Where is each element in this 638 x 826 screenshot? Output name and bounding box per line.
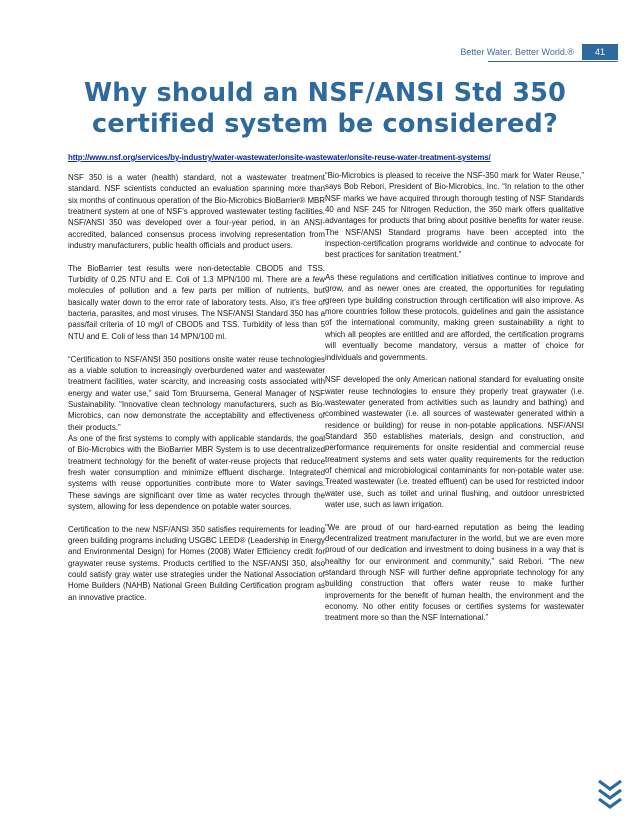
left-paragraph-3: “Certification to NSF/ANSI 350 positions onsite water reuse technologies as a viable solution to increasingly overburdened water and wastewater treatment facilities, water scarcity, and increasing costs associated with energy and water use,” said Tom Bruursema, General Manager of NSF Sustainability. “Innovative clean technology manufacturers, such as Bio-Microbics, can now demonstrate the acceptability and effectiveness of their products.” [68, 354, 325, 432]
right-paragraph-2: As these regulations and certification initiatives continue to improve and grow, and as newer ones are created, the opportunities for regulating green type building construction through certification will also improve. As more countries follow these protocols, guidelines and gain the assistance of the international community, making green sustainability a right to which all peoples are entitled and are afforded, the certification programs will eventually become mandatory, versus a matter of choice for individuals and governments. [325, 273, 584, 362]
left-paragraph-1: NSF 350 is a water (health) standard, not a wastewater treatment standard. NSF scientists conducted an evaluation spanning more than six months of continuous operation of the Bio-Microbics BioBarrier® MBR treatment system at one of NSF's approved wastewater testing facilities. NSF/ANSI 350 was developed over a four-year period, in an ANSI-accredited, balanced consensus process involving representation from industry manufacturers, public health officials and product users. [68, 173, 325, 251]
right-paragraph-1: “Bio-Microbics is pleased to receive the NSF-350 mark for Water Reuse,” says Bob Rebori, President of Bio-Microbics, Inc. “In relation to the other NSF marks we have acquired through thorough testing of NSF Standards 40 and NSF 245 for Nitrogen Reduction, the 350 mark offers qualitative advantages for products that bring about positive benefits for water reuse. The NSF/ANSI Standard programs have been accepted into the inspection-certification programs worldwide and continue to advocate for best practices for sanitation treatment.” [325, 171, 584, 260]
page-number: 41 [582, 44, 618, 60]
right-paragraph-4: "We are proud of our hard-earned reputation as being the leading decentralized treatment manufacturer in the world, but we are even more proud of our dedication and investment to doing business in a way that is healthy for our environment and community,” said Rebori. “The new standard through NSF will further define appropriate technology for any building construction that offers water reuse to make further improvements for the benefit of human health, the environment and the economy. No other entity focuses or certifies systems for wastewater treatment more so than the NSF International.” [325, 522, 584, 623]
article-title: Why should an NSF/ANSI Std 350 certified system be considered? [83, 78, 567, 139]
header-rule [488, 61, 618, 62]
chevron-down-icon [596, 778, 624, 812]
header-tagline: Better Water. Better World.® [460, 47, 574, 57]
left-paragraph-4: As one of the first systems to comply with applicable standards, the goal of Bio-Microbics with the BioBarrier MBR System is to use decentralized treatment technology for the benefit of water-reuse projects that reduce fresh water consumption and minimize effluent discharge. Integrated systems with reuse opportunities contribute more to Water savings. These savings are significant over time as water recycles through the system, allowing for less dependence on potable water sources. [68, 433, 325, 511]
left-column [68, 172, 325, 614]
source-link[interactable]: http://www.nsf.org/services/by-industry/water-wastewater/onsite-wastewater/onsite-reuse-water-treatment-systems/ [68, 153, 491, 162]
right-column [325, 170, 584, 635]
running-header [0, 44, 638, 64]
right-paragraph-3: NSF developed the only American national standard for evaluating onsite water reuse technologies to ensure they properly treat graywater (i.e. wastewater generated from activities such as laundry and bathing) and combined wastewater (i.e. all sources of wastewater generated within a residence or building) for reuse in non-potable applications. NSF/ANSI Standard 350 establishes materials, design and construction, and performance requirements for onsite residential and commercial reuse treatment systems and sets water quality requirements for the reduction of chemical and microbiological contaminants for non-potable water use. Treated wastewater (i.e. treated effluent) can be used for restricted indoor water use, such as toilet and urinal flushing, and outdoor unrestricted water use, such as lawn irrigation. [325, 375, 584, 509]
left-paragraph-2: The BioBarrier test results were non-detectable CBOD5 and TSS. Turbidity of 0.25 NTU and E. Coli of 1.3 MPN/100 ml. There are a few molecules of pollution and a few parts per million of nutrients, but basically water down to the error rate of laboratory tests. Also, it's free of bacteria, parasites, and most viruses. The NSF/ANSI Standard 350 has a pass/fail criteria of 10 mg/l of CBOD5 and TSS. Turbidity of less than 5 NTU and E. Coli of less than 14 MPN/100 ml. [68, 263, 325, 341]
left-paragraph-5: Certification to the new NSF/ANSI 350 satisfies requirements for leading green building programs including USGBC LEED® (Leadership in Energy and Environmental Design) for Homes (2008) Water Efficiency credit for graywater reuse systems. Products certified to the NSF/ANSI 350, also could satisfy gray water use strategies under the National Association of Home Builders (NAHB) National Green Building Certification program as an innovative practice. [68, 524, 325, 602]
